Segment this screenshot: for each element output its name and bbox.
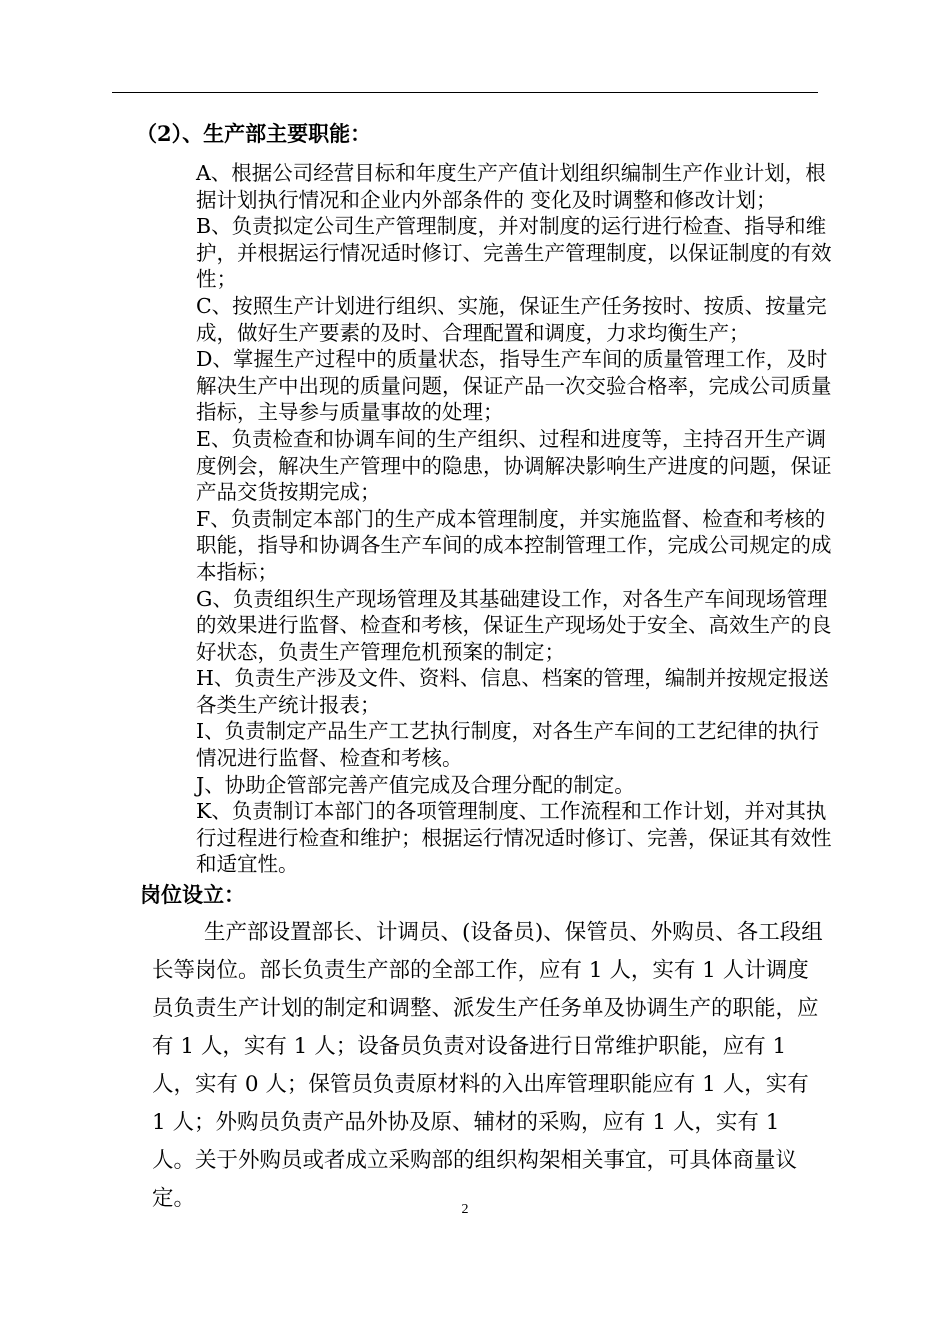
duty-list [196,160,836,878]
duty-item-d: D、掌握生产过程中的质量状态，指导生产车间的质量管理工作，及时解决生产中出现的质量问题，保证产品一次交验合格率，完成公司质量指标，主导参与质量事故的处理； [196,347,832,425]
header-rule [112,92,818,93]
positions-paragraph: 生产部设置部长、计调员、(设备员)、保管员、外购员、各工段组长等岗位。部长负责生产部的全部工作，应有 1 人，实有 1 人计调度员负责生产计划的制定和调整、派发生产任务单及协调生产的职能，应有 1 人，实有 1 人；设备员负责对设备进行日常维护职能，应有 1 人，实有 0 人；保管员负责原材料的入出库管理职能应有 1 人，实有 1 人；外购员负责产品外协及原、辅材的采购，应有 1 人，实有 1 人。关于外购员或者成立采购部的组织构架相关事宜，可具体商量议定。 [152,920,823,1211]
duty-item-j: J、协助企管部完善产值完成及合理分配的制定。 [196,772,635,797]
section-heading: （2）、生产部主要职能： [136,121,372,146]
duty-item-h: H、负责生产涉及文件、资料、信息、档案的管理，编制并按规定报送各类生产统计报表； [196,666,829,717]
duty-item-c: C、按照生产计划进行组织、实施，保证生产任务按时、按质、按量完成，做好生产要素的及时、合理配置和调度，力求均衡生产； [196,293,827,345]
duty-item-a: A、根据公司经营目标和年度生产产值计划组织编制生产作业计划，根据计划执行情况和企业内外部条件的 变化及时调整和修改计划； [196,161,826,212]
duty-item-i: I、负责制定产品生产工艺执行制度，对各生产车间的工艺纪律的执行情况进行监督、检查和考核。 [196,719,820,771]
positions-heading: 岗位设立： [140,882,245,907]
duty-item-b: B、负责拟定公司生产管理制度，并对制度的运行进行检查、指导和维护，并根据运行情况适时修订、完善生产管理制度，以保证制度的有效性； [196,214,832,292]
duty-item-g: G、负责组织生产现场管理及其基础建设工作，对各生产车间现场管理的效果进行监督、检查和考核，保证生产现场处于安全、高效生产的良好状态，负责生产管理危机预案的制定； [196,586,832,664]
duty-item-k: K、负责制订本部门的各项管理制度、工作流程和工作计划，并对其执行过程进行检查和维护；根据运行情况适时修订、完善，保证其有效性和适宜性。 [196,799,832,877]
duty-item-e: E、负责检查和协调车间的生产组织、过程和进度等，主持召开生产调度例会，解决生产管理中的隐患，协调解决影响生产进度的问题，保证产品交货按期完成； [196,426,832,505]
duty-item-f: F、负责制定本部门的生产成本管理制度，并实施监督、检查和考核的职能，指导和协调各生产车间的成本控制管理工作，完成公司规定的成本指标； [196,506,832,584]
page-number: 2 [461,1202,469,1217]
